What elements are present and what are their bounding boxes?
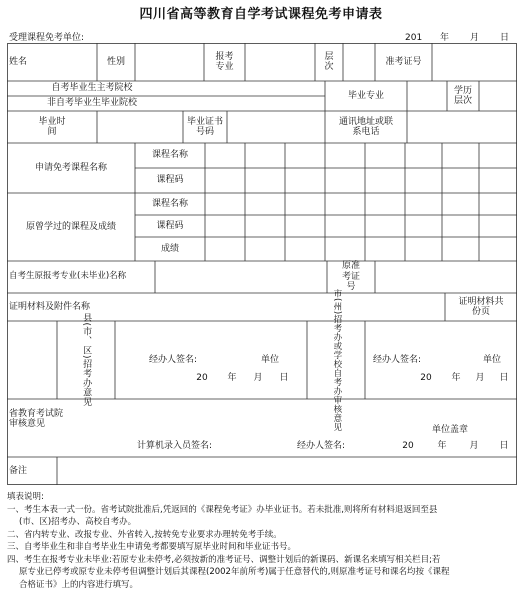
proof-count-label: 证明材料共份页: [458, 296, 504, 317]
date-year-label: 年: [440, 33, 450, 43]
province-day-label: 日: [499, 440, 509, 451]
instructions: [7, 491, 517, 591]
orig-ticket-label: 原准考证号: [341, 261, 360, 293]
unit-stamp-label: 单位盖章: [431, 424, 468, 435]
application-form: [7, 43, 517, 485]
contact-label: 通讯地址或联系电话: [339, 116, 394, 137]
instruction-line: 四、考生在报考专业未毕业:若原专业未停考,必须按新的准考证号、调整计划后的新课码、新课名来填写相关栏目;若: [7, 554, 441, 565]
ticket-no-label: 准考证号: [385, 56, 422, 67]
city-handler-sign-label: 经办人签名:: [373, 354, 422, 365]
non-self-exam-school-label: 非自考毕业生毕业院校: [46, 98, 137, 109]
county-year-prefix: 20: [196, 372, 208, 383]
proof-materials-label: 证明材料及附件名称: [9, 301, 91, 312]
date-month-label: 月: [470, 33, 480, 43]
passed-courses-label: 原曾学过的课程及成绩: [25, 221, 116, 232]
date-day-label: 日: [500, 33, 510, 43]
instructions-heading: 填表说明:: [7, 492, 44, 502]
county-unit-label: 单位: [260, 354, 279, 365]
instruction-line: 三、自考毕业生和非自考毕业生申请免考都要填写原毕业时间和毕业证书号。: [7, 542, 297, 552]
computer-entry-sign-label: 计算机录入员签名:: [137, 440, 213, 451]
self-exam-school-label: 自考毕业生主考院校: [51, 83, 133, 94]
province-year-label: 年: [437, 440, 447, 451]
instruction-line: 合格证书》上的内容进行填写。: [19, 579, 139, 590]
instruction-line: (市、区)招考办、高校自考办。: [19, 517, 137, 527]
city-unit-label: 单位: [482, 354, 501, 365]
date-year-prefix: 201: [405, 33, 423, 43]
instruction-line: 原专业已停考或原专业未停考但调整计划后其课程(2002年前所考)属于任意替代的,则原准考证号和课名均按《课程: [19, 567, 450, 577]
name-label: 姓名: [9, 56, 28, 67]
city-day-label: 日: [499, 372, 509, 383]
province-year-prefix: 20: [402, 440, 414, 451]
orig-major-label: 自考生原报考专业(未毕业)名称: [9, 271, 127, 282]
county-day-label: 日: [279, 372, 289, 383]
edu-level-label: 学历层次: [453, 85, 472, 106]
instruction-line: 二、省内转专业、改报专业、外省转入,按转免专业要求办理转免考手续。: [7, 529, 282, 540]
apply-course-code-label: 课程码: [156, 175, 184, 186]
apply-courses-label: 申请免考课程名称: [34, 162, 107, 173]
passed-score-label: 成绩: [160, 243, 179, 254]
county-office-label: 县(市、区)招考办意见: [81, 313, 92, 407]
city-office-label: 市(州)招考办或学校自考办审核意见: [331, 288, 342, 432]
province-month-label: 月: [469, 440, 479, 451]
receiving-unit-label: 受理课程免考单位:: [9, 33, 85, 43]
apply-course-name-label: 课程名称: [151, 150, 188, 161]
province-handler-sign-label: 经办人签名:: [297, 440, 346, 451]
city-year-prefix: 20: [420, 372, 432, 383]
city-year-label: 年: [451, 372, 461, 383]
gender-label: 性别: [106, 56, 125, 67]
city-month-label: 月: [475, 372, 485, 383]
cert-no-label: 毕业证书号码: [187, 116, 224, 137]
county-handler-sign-label: 经办人签名:: [149, 354, 198, 365]
passed-course-name-label: 课程名称: [151, 198, 188, 209]
county-month-label: 月: [253, 372, 263, 383]
county-year-label: 年: [227, 372, 237, 383]
passed-course-code-label: 课程码: [156, 220, 184, 231]
form-title: 四川省高等教育自学考试课程免考申请表: [139, 7, 383, 22]
exam-major-label: 报考专业: [215, 51, 234, 72]
instruction-line: 一、考生本表一式一份。省考试院批准后,凭返回的《课程免考证》办毕业证书。若未批准,则将所有材料退返回至县: [7, 504, 438, 515]
level-label: 层次: [324, 51, 334, 72]
remarks-label: 备注: [9, 465, 28, 476]
grad-time-label: 毕业时间: [38, 116, 66, 137]
grad-major-label: 毕业专业: [347, 90, 384, 101]
province-office-label: 省教育考试院审核意见: [9, 408, 64, 429]
